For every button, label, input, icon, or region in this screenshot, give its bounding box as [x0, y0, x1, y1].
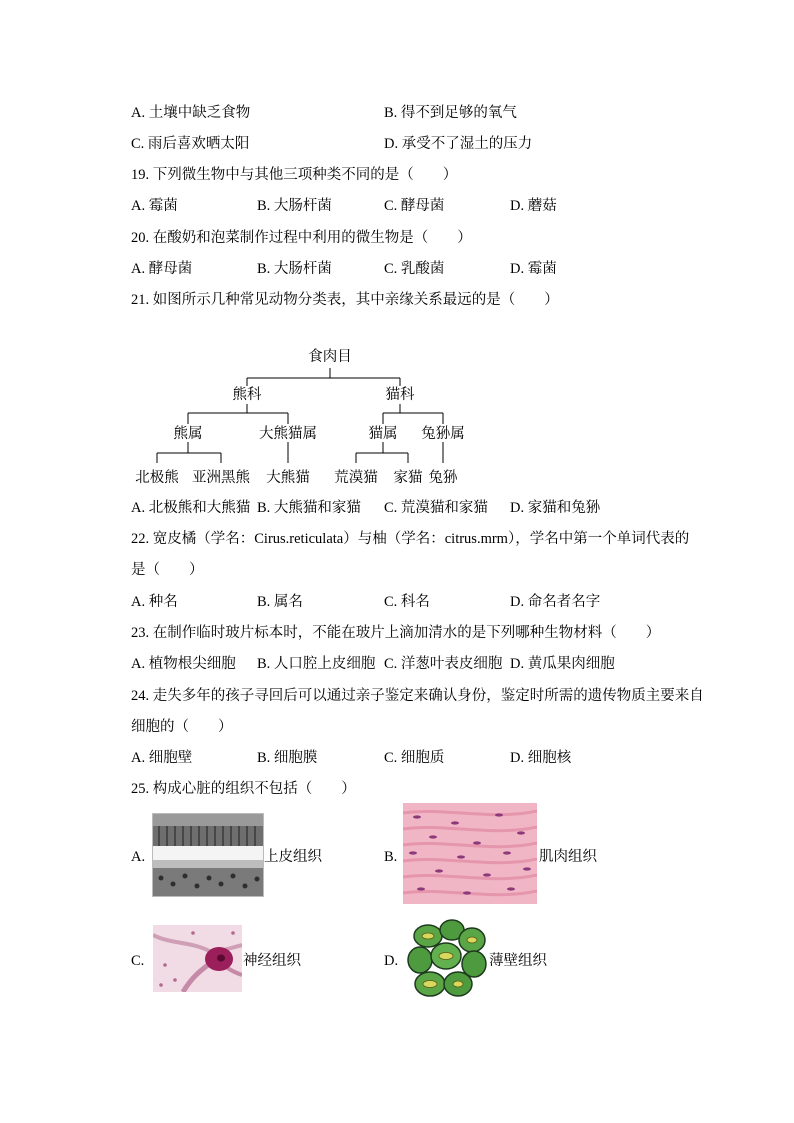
q21-stem: 21. 如图所示几种常见动物分类表，其中亲缘关系最远的是（ ） — [131, 292, 559, 308]
q22-stem-line2: 是（ ） — [131, 562, 204, 578]
tree-node-genus-panda: 大熊猫属 — [259, 426, 317, 442]
tree-node-species-wildcat: 荒漠猫 — [334, 470, 378, 486]
q25-option-d-label: 薄壁组织 — [489, 953, 547, 969]
q19-option-a: A. 霉菌 — [131, 198, 178, 214]
q24-stem-line2: 细胞的（ ） — [131, 719, 233, 735]
q19-stem: 19. 下列微生物中与其他三项种类不同的是（ ） — [131, 167, 458, 183]
q21-option-a: A. 北极熊和大熊猫 — [131, 500, 251, 516]
q20-option-d: D. 霉菌 — [510, 261, 557, 277]
tree-node-order: 食肉目 — [308, 349, 352, 365]
tree-node-species-panda: 大熊猫 — [266, 470, 310, 486]
q22-option-a: A. 种名 — [131, 594, 178, 610]
tree-node-species-domestic-cat: 家猫 — [393, 470, 423, 486]
q23-stem: 23. 在制作临时玻片标本时，不能在玻片上滴加清水的是下列哪种生物材料（ ） — [131, 625, 661, 641]
q24-option-a: A. 细胞壁 — [131, 750, 193, 766]
q18-option-d: D. 承受不了湿土的压力 — [384, 136, 533, 152]
q23-option-a: A. 植物根尖细胞 — [131, 656, 236, 672]
classification-tree — [120, 340, 480, 500]
q23-option-d: D. 黄瓜果肉细胞 — [510, 656, 615, 672]
q24-stem-line1: 24. 走失多年的孩子寻回后可以通过亲子鉴定来确认身份，鉴定时所需的遗传物质主要来自 — [131, 688, 704, 704]
q23-option-b: B. 人口腔上皮细胞 — [257, 656, 376, 672]
parenchyma-tissue-image — [406, 918, 488, 1000]
tree-node-family-cat: 猫科 — [385, 387, 415, 403]
q18-option-b: B. 得不到足够的氧气 — [384, 105, 517, 121]
q23-option-c: C. 洋葱叶表皮细胞 — [384, 656, 503, 672]
muscle-tissue-image — [403, 803, 537, 904]
q25-option-a-label: 上皮组织 — [264, 849, 322, 865]
tree-node-genus-cat: 猫属 — [368, 426, 398, 442]
q20-stem: 20. 在酸奶和泡菜制作过程中利用的微生物是（ ） — [131, 230, 472, 246]
q22-option-d: D. 命名者名字 — [510, 594, 601, 610]
tree-node-species-manul: 兔狲 — [428, 470, 458, 486]
q24-option-b: B. 细胞膜 — [257, 750, 318, 766]
q19-option-d: D. 蘑菇 — [510, 198, 557, 214]
q22-option-b: B. 属名 — [257, 594, 303, 610]
q18-option-a: A. 土壤中缺乏食物 — [131, 105, 251, 121]
q18-option-c: C. 雨后喜欢晒太阳 — [131, 136, 250, 152]
tree-node-genus-manul: 兔狲属 — [421, 426, 465, 442]
tree-node-species-polar-bear: 北极熊 — [135, 470, 179, 486]
q25-option-c-letter: C. — [131, 953, 145, 969]
q21-option-d: D. 家猫和兔狲 — [510, 500, 601, 516]
tree-node-species-asian-bear: 亚洲黑熊 — [192, 470, 250, 486]
q21-option-b: B. 大熊猫和家猫 — [257, 500, 361, 516]
q25-option-b-label: 肌肉组织 — [539, 849, 597, 865]
tree-node-genus-bear: 熊属 — [173, 426, 203, 442]
q21-option-c: C. 荒漠猫和家猫 — [384, 500, 488, 516]
q20-option-b: B. 大肠杆菌 — [257, 261, 332, 277]
q25-option-a-letter: A. — [131, 849, 146, 865]
q20-option-c: C. 乳酸菌 — [384, 261, 445, 277]
q25-option-c-label: 神经组织 — [243, 953, 301, 969]
q24-option-c: C. 细胞质 — [384, 750, 445, 766]
q19-option-c: C. 酵母菌 — [384, 198, 445, 214]
q19-option-b: B. 大肠杆菌 — [257, 198, 332, 214]
q20-option-a: A. 酵母菌 — [131, 261, 193, 277]
epithelial-tissue-image — [152, 813, 264, 897]
nerve-tissue-image — [153, 925, 242, 992]
q22-stem-line1: 22. 宽皮橘（学名：Cirus.reticulata）与柚（学名：citrus.mrm），学名中第一个单词代表的 — [131, 531, 690, 547]
q22-option-c: C. 科名 — [384, 594, 430, 610]
tree-node-family-bear: 熊科 — [232, 387, 262, 403]
q25-stem: 25. 构成心脏的组织不包括（ ） — [131, 781, 356, 797]
q24-option-d: D. 细胞核 — [510, 750, 572, 766]
q25-option-b-letter: B. — [384, 849, 398, 865]
q25-option-d-letter: D. — [384, 953, 399, 969]
